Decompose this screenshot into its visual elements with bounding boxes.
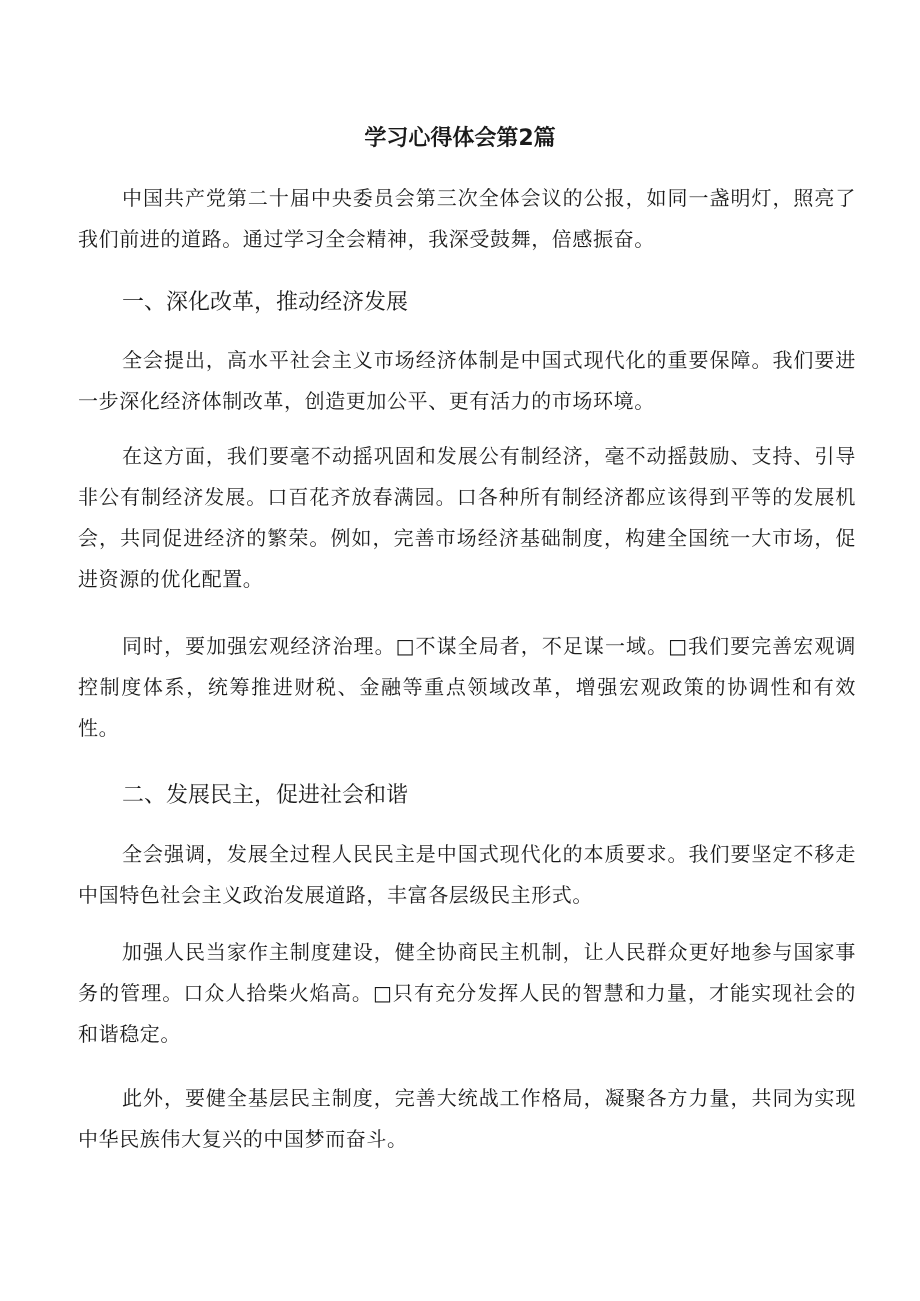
section-2-paragraph-1: 全会强调，发展全过程人民民主是中国式现代化的本质要求。我们要坚定不移走中国特色社会主义政治发展道路，丰富各层级民主形式。	[78, 842, 856, 907]
section-1-paragraph-1: 全会提出，高水平社会主义市场经济体制是中国式现代化的重要保障。我们要进一步深化经济体制改革，创造更加公平、更有活力的市场环境。	[78, 348, 856, 413]
section-2-paragraph-2: 加强人民当家作主制度建设，健全协商民主机制，让人民群众更好地参与国家事务的管理。口众人拾柴火焰高。□只有充分发挥人民的智慧和力量，才能实现社会的和谐稳定。	[78, 940, 856, 1046]
page-title: 学习心得体会第2篇	[364, 126, 556, 151]
section-2-paragraph-3: 此外，要健全基层民主制度，完善大统战工作格局，凝聚各方力量，共同为实现中华民族伟大复兴的中国梦而奋斗。	[78, 1086, 856, 1151]
section-1-paragraph-2: 在这方面，我们要毫不动摇巩固和发展公有制经济，毫不动摇鼓励、支持、引导非公有制经济发展。口百花齐放春满园。口各种所有制经济都应该得到平等的发展机会，共同促进经济的繁荣。例如，完善市场经济基础制度，构建全国统一大市场，促进资源的优化配置。	[78, 444, 856, 591]
section-heading-economy: 一、深化改革，推动经济发展	[122, 290, 409, 315]
section-1-paragraph-3: 同时，要加强宏观经济治理。□不谋全局者，不足谋一域。□我们要完善宏观调控制度体系，统筹推进财税、金融等重点领域改革，增强宏观政策的协调性和有效性。	[78, 634, 856, 740]
intro-paragraph: 中国共产党第二十届中央委员会第三次全体会议的公报，如同一盏明灯，照亮了我们前进的道路。通过学习全会精神，我深受鼓舞，倍感振奋。	[78, 186, 856, 251]
section-heading-democracy: 二、发展民主，促进社会和谐	[122, 783, 409, 808]
